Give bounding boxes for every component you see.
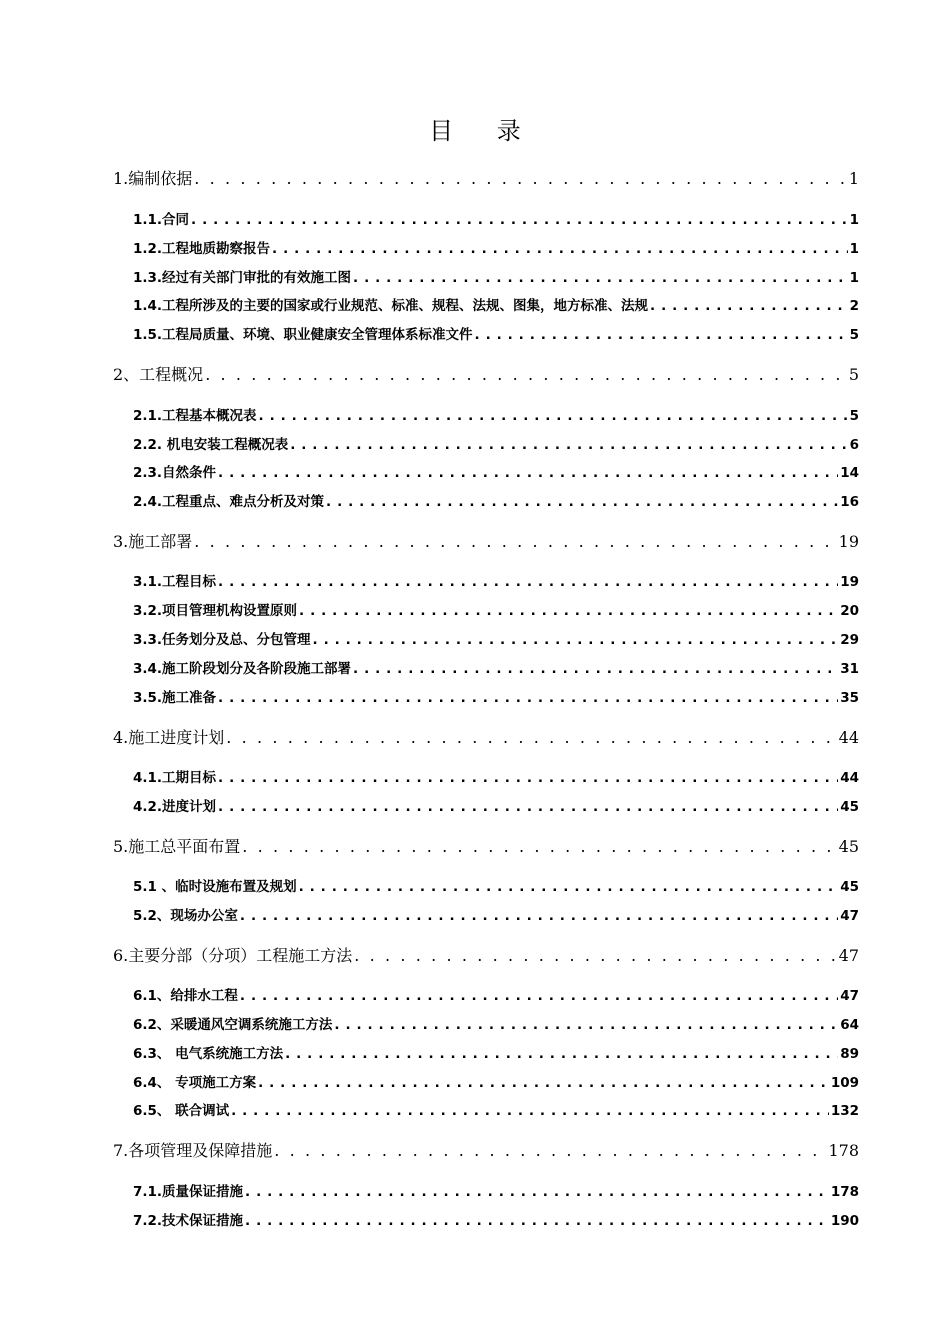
toc-entry[interactable] (133, 210, 859, 230)
toc-dot-leader (218, 797, 838, 817)
toc-entry[interactable] (113, 364, 859, 386)
toc-page-number: 190 (830, 1213, 859, 1229)
toc-entry-label: 1.编制依据 (113, 169, 193, 188)
toc-page-number: 45 (838, 837, 859, 856)
toc-entry-label: 3.1.工程目标 (133, 574, 217, 590)
toc-page-number: 5 (849, 327, 859, 343)
toc-entry-label: 2.2. 机电安装工程概况表 (133, 437, 289, 453)
toc-dot-leader (218, 688, 838, 708)
toc-page-number: 1 (848, 169, 859, 188)
toc-entry[interactable] (133, 1211, 859, 1231)
toc-entry-label: 2.4.工程重点、难点分析及对策 (133, 494, 325, 510)
toc-page-number: 47 (840, 908, 859, 924)
toc-page-number: 35 (840, 690, 859, 706)
toc-entry[interactable] (133, 296, 859, 316)
toc-page-number: 20 (840, 603, 859, 619)
toc-entry-label: 6.5、 联合调试 (133, 1103, 230, 1119)
toc-entry[interactable] (133, 659, 859, 679)
toc-entry-label: 4.2.进度计划 (133, 799, 217, 815)
toc-entry-label: 7.1.质量保证措施 (133, 1184, 244, 1200)
toc-entry-label: 2.3.自然条件 (133, 465, 217, 481)
toc-entry[interactable] (133, 797, 859, 817)
toc-page-number: 44 (838, 728, 859, 747)
toc-entry[interactable] (113, 168, 859, 190)
toc-entry-label: 5.1 、临时设施布置及规划 (133, 879, 297, 895)
toc-entry[interactable] (113, 836, 859, 858)
toc-entry-label: 6.4、 专项施工方案 (133, 1075, 257, 1091)
toc-entry-label: 7.2.技术保证措施 (133, 1213, 244, 1229)
toc-page-number: 2 (849, 298, 859, 314)
toc-entry[interactable] (133, 572, 859, 592)
toc-dot-leader (205, 364, 847, 386)
toc-entry[interactable] (133, 986, 859, 1006)
toc-entry[interactable] (133, 1044, 859, 1064)
toc-entry[interactable] (133, 688, 859, 708)
toc-entry-label: 2.1.工程基本概况表 (133, 408, 257, 424)
toc-entry[interactable] (113, 727, 859, 749)
toc-entry-label: 5.2、现场办公室 (133, 908, 238, 924)
toc-page-number: 45 (840, 879, 859, 895)
toc-entry-label: 3.2.项目管理机构设置原则 (133, 603, 298, 619)
toc-page-number: 178 (830, 1184, 859, 1200)
toc-page-number: 47 (840, 988, 859, 1004)
toc-dot-leader (274, 1140, 826, 1162)
toc-entry[interactable] (113, 945, 859, 967)
toc-dot-leader (299, 601, 838, 621)
toc-entry-label: 4.施工进度计划 (113, 728, 225, 747)
toc-dot-leader (299, 877, 839, 897)
toc-entry[interactable] (133, 268, 859, 288)
toc-entry[interactable] (133, 1073, 859, 1093)
toc-dot-leader (272, 239, 848, 259)
toc-entry[interactable] (133, 435, 859, 455)
toc-entry-label: 1.2.工程地质勘察报告 (133, 241, 271, 257)
toc-entry-label: 1.1.合同 (133, 212, 190, 228)
toc-entry[interactable] (133, 877, 859, 897)
toc-dot-leader (245, 1211, 829, 1231)
toc-page-number: 5 (849, 408, 859, 424)
toc-entry-label: 7.各项管理及保障措施 (113, 1141, 273, 1160)
toc-entry-label: 3.5.施工准备 (133, 690, 217, 706)
toc-entry[interactable] (133, 1101, 859, 1121)
toc-entry[interactable] (133, 1015, 859, 1035)
toc-entry-label: 3.施工部署 (113, 532, 193, 551)
toc-dot-leader (326, 492, 838, 512)
toc-page-number: 1 (849, 212, 859, 228)
page-title: 目 录 (429, 117, 539, 145)
toc-entry[interactable] (133, 768, 859, 788)
toc-entry[interactable] (113, 531, 859, 553)
toc-entry[interactable] (133, 463, 859, 483)
toc-page-number: 44 (840, 770, 859, 786)
toc-dot-leader (218, 463, 838, 483)
toc-dot-leader (240, 906, 838, 926)
toc-page-number: 1 (849, 241, 859, 257)
toc-page-number: 6 (849, 437, 859, 453)
toc-dot-leader (650, 296, 848, 316)
toc-entry-label: 3.3.任务划分及总、分包管理 (133, 632, 311, 648)
toc-dot-leader (191, 210, 848, 230)
toc-dot-leader (231, 1101, 829, 1121)
toc-dot-leader (285, 1044, 838, 1064)
toc-dot-leader (313, 630, 839, 650)
toc-entry[interactable] (133, 906, 859, 926)
toc-entry[interactable] (133, 1182, 859, 1202)
toc-page-number: 109 (830, 1075, 859, 1091)
toc-dot-leader (353, 268, 848, 288)
toc-entry-label: 1.3.经过有关部门审批的有效施工图 (133, 270, 352, 286)
toc-page-number: 16 (840, 494, 859, 510)
toc-page-number: 178 (828, 1141, 859, 1160)
toc-dot-leader (240, 986, 838, 1006)
toc-page-number: 19 (840, 574, 859, 590)
toc-entry-label: 4.1.工期目标 (133, 770, 217, 786)
toc-entry-label: 6.3、 电气系统施工方法 (133, 1046, 284, 1062)
toc-page-number: 64 (840, 1017, 859, 1033)
toc-entry[interactable] (133, 492, 859, 512)
toc-entry[interactable] (133, 406, 859, 426)
toc-entry[interactable] (133, 325, 859, 345)
toc-entry[interactable] (133, 601, 859, 621)
toc-entry-label: 3.4.施工阶段划分及各阶段施工部署 (133, 661, 352, 677)
toc-dot-leader (194, 531, 836, 553)
toc-page-number: 132 (830, 1103, 859, 1119)
toc-dot-leader (258, 1073, 829, 1093)
toc-entry-label: 6.主要分部（分项）工程施工方法 (113, 946, 353, 965)
toc-dot-leader (259, 406, 848, 426)
toc-entry-label: 6.2、采暖通风空调系统施工方法 (133, 1017, 333, 1033)
toc-page-number: 1 (849, 270, 859, 286)
toc-page-number: 31 (840, 661, 859, 677)
toc-dot-leader (354, 945, 836, 967)
toc-entry[interactable] (133, 239, 859, 259)
toc-page-number: 89 (840, 1046, 859, 1062)
toc-dot-leader (334, 1015, 838, 1035)
toc-page-number: 19 (838, 532, 859, 551)
toc-dot-leader (245, 1182, 829, 1202)
toc-dot-leader (218, 572, 838, 592)
toc-dot-leader (194, 168, 847, 190)
toc-page-number: 14 (840, 465, 859, 481)
toc-entry-label: 1.4.工程所涉及的主要的国家或行业规范、标准、规程、法规、图集，地方标准、法规 (133, 298, 649, 314)
toc-entry-label: 2、工程概况 (113, 365, 204, 384)
toc-entry-label: 5.施工总平面布置 (113, 837, 241, 856)
toc-dot-leader (353, 659, 838, 679)
toc-dot-leader (218, 768, 838, 788)
toc-entry-label: 1.5.工程局质量、环境、职业健康安全管理体系标准文件 (133, 327, 473, 343)
toc-page-number: 5 (848, 365, 859, 384)
toc-page-number: 29 (840, 632, 859, 648)
toc-entry-label: 6.1、给排水工程 (133, 988, 238, 1004)
toc-entry[interactable] (113, 1140, 859, 1162)
toc-dot-leader (475, 325, 848, 345)
toc-page-number: 45 (840, 799, 859, 815)
toc-dot-leader (290, 435, 847, 455)
toc-page-number: 47 (838, 946, 859, 965)
toc-dot-leader (226, 727, 836, 749)
toc-dot-leader (242, 836, 836, 858)
toc-entry[interactable] (133, 630, 859, 650)
